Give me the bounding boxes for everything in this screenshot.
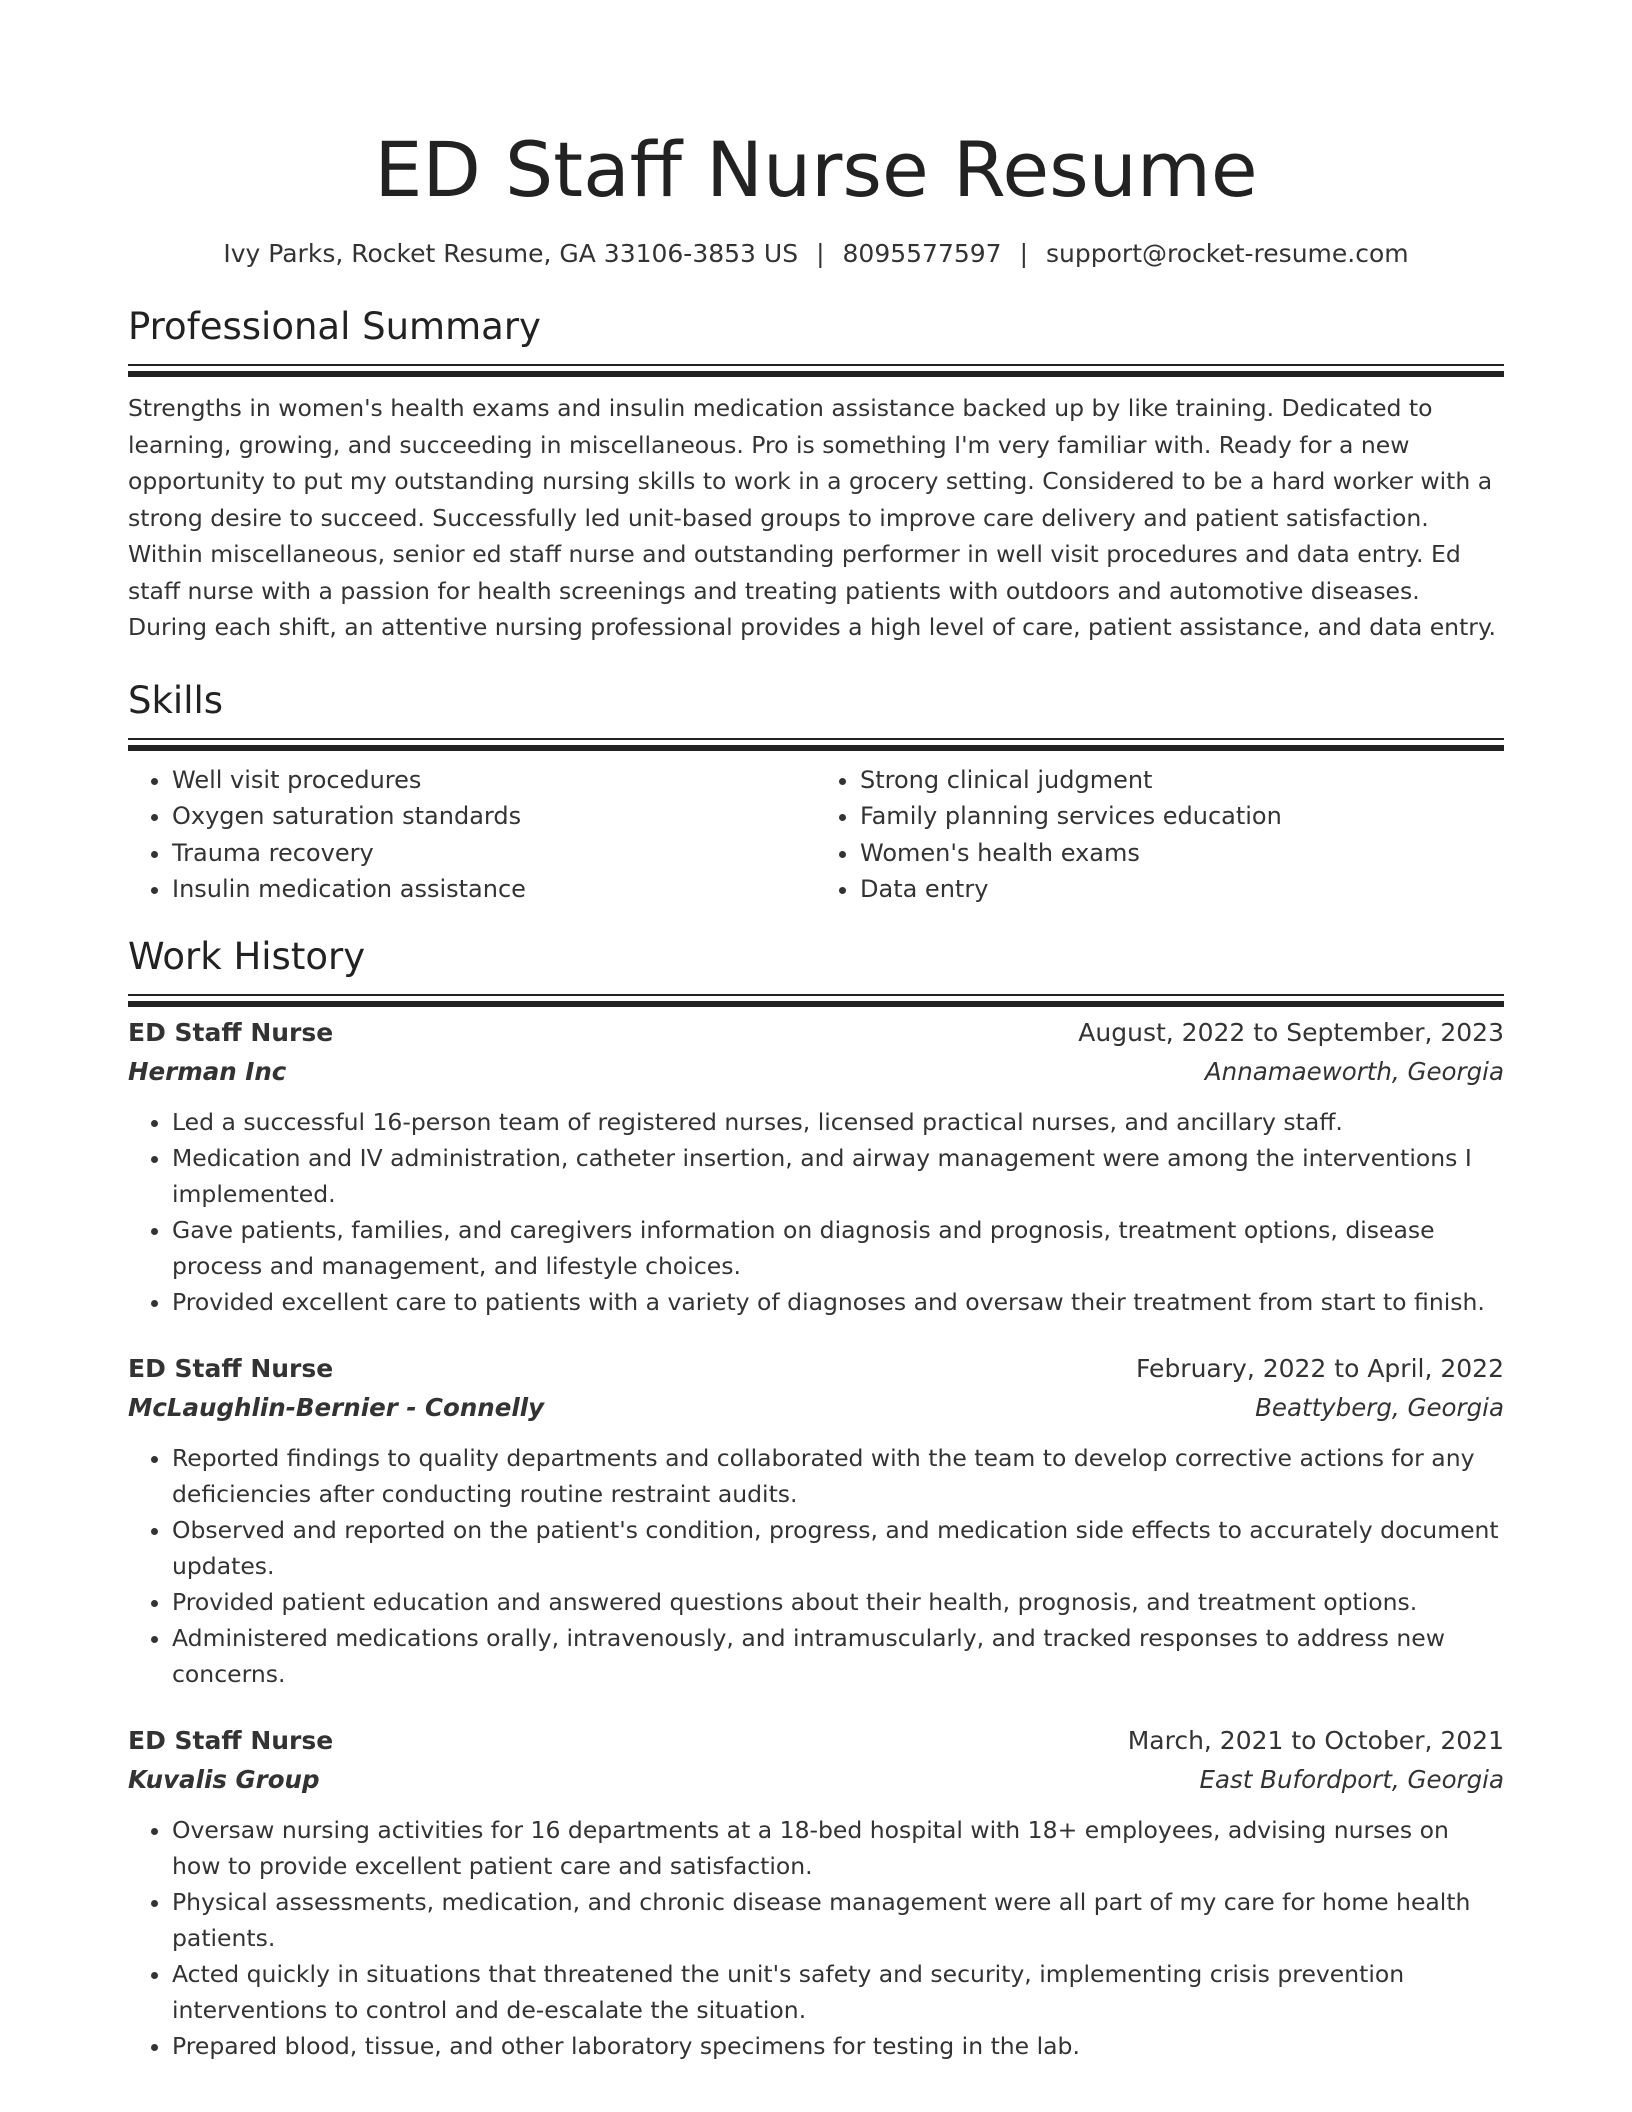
job-entry xyxy=(128,1014,1504,1320)
job-bullet: • Acted quickly in situations that threatened the unit's safety and security, implementing crisis prevention interventions to control and de-escalate the situation. xyxy=(172,1956,1504,2028)
job-bullets xyxy=(128,1104,1504,1320)
contact-separator: | xyxy=(1019,239,1029,268)
job-location: Annamaeworth, Georgia xyxy=(1204,1056,1504,1086)
job-bullet: • Provided patient education and answered questions about their health, prognosis, and treatment options. xyxy=(172,1584,1504,1620)
skills-section xyxy=(128,676,1504,908)
skill-item: • Strong clinical judgment xyxy=(860,762,1504,799)
job-bullet: • Medication and IV administration, catheter insertion, and airway management were among the interventions I implemented. xyxy=(172,1140,1504,1212)
contact-line xyxy=(128,236,1504,272)
skill-item: • Family planning services education xyxy=(860,798,1504,835)
job-location: Beattyberg, Georgia xyxy=(1255,1392,1504,1422)
contact-phone: 8095577597 xyxy=(842,239,1002,268)
resume-title: ED Staff Nurse Resume xyxy=(374,125,1258,214)
section-heading-skills: Skills xyxy=(128,678,224,722)
skill-item: • Data entry xyxy=(860,871,1504,908)
summary-text: Strengths in women's health exams and insulin medication assistance backed up by like training. Dedicated to learning, growing, and succeeding in miscellaneous. Pro is something I'm very familiar with. Ready for a new opportunity to put my outstanding nursing skills to work in a grocery setting. Considered to be a hard worker with a strong desire to succeed. Successfully led unit-based groups to improve care delivery and patient satisfaction. Within miscellaneous, senior ed staff nurse and outstanding performer in well visit procedures and data entry. Ed staff nurse with a passion for health screenings and treating patients with outdoors and automotive diseases. During each shift, an attentive nursing professional provides a high level of care, patient assistance, and data entry. xyxy=(128,394,1496,641)
job-title: ED Staff Nurse xyxy=(128,1725,334,1755)
contact-email: support@rocket-resume.com xyxy=(1046,239,1409,268)
job-company-row xyxy=(128,1388,1504,1428)
job-company-row xyxy=(128,1760,1504,1800)
contact-address: Ivy Parks, Rocket Resume, GA 33106-3853 US xyxy=(223,239,799,268)
skill-item: • Insulin medication assistance xyxy=(172,871,816,908)
job-dates: February, 2022 to April, 2022 xyxy=(1136,1353,1504,1383)
job-bullet: • Provided excellent care to patients with a variety of diagnoses and oversaw their treatment from start to finish. xyxy=(172,1284,1504,1320)
job-bullet: • Led a successful 16-person team of registered nurses, licensed practical nurses, and ancillary staff. xyxy=(172,1104,1504,1140)
work-history-section xyxy=(128,932,1504,2064)
skill-item: • Trauma recovery xyxy=(172,835,816,872)
job-bullets xyxy=(128,1440,1504,1692)
contact-separator: | xyxy=(816,239,825,268)
professional-summary-section xyxy=(128,302,1504,646)
job-header-row xyxy=(128,1350,1504,1388)
job-title: ED Staff Nurse xyxy=(128,1017,334,1047)
section-divider xyxy=(128,994,1504,996)
section-divider xyxy=(128,364,1504,366)
job-title: ED Staff Nurse xyxy=(128,1353,334,1383)
job-bullet: • Reported findings to quality departments and collaborated with the team to develop corrective actions for any deficiencies after conducting routine restraint audits. xyxy=(172,1440,1504,1512)
skill-item: • Oxygen saturation standards xyxy=(172,798,816,835)
job-header-row xyxy=(128,1722,1504,1760)
job-bullet: • Oversaw nursing activities for 16 departments at a 18-bed hospital with 18+ employees, advising nurses on how to provide excellent patient care and satisfaction. xyxy=(172,1812,1504,1884)
section-divider xyxy=(128,738,1504,740)
job-company: Herman Inc xyxy=(128,1056,287,1086)
section-heading-summary: Professional Summary xyxy=(128,305,541,348)
skills-column-right xyxy=(816,762,1504,908)
job-dates: August, 2022 to September, 2023 xyxy=(1078,1017,1504,1047)
skill-item: • Well visit procedures xyxy=(172,762,816,799)
job-company-row xyxy=(128,1052,1504,1092)
section-heading-work: Work History xyxy=(128,934,366,978)
skills-grid xyxy=(128,762,1504,908)
job-bullet: • Prepared blood, tissue, and other laboratory specimens for testing in the lab. xyxy=(172,2028,1504,2064)
job-entry xyxy=(128,1722,1504,2064)
job-company: McLaughlin-Bernier - Connelly xyxy=(128,1392,545,1422)
job-bullet: • Administered medications orally, intravenously, and intramuscularly, and tracked responses to address new concerns. xyxy=(172,1620,1504,1692)
skills-column-left xyxy=(128,762,816,908)
job-bullet: • Physical assessments, medication, and chronic disease management were all part of my care for home health patients. xyxy=(172,1884,1504,1956)
job-company: Kuvalis Group xyxy=(128,1764,320,1794)
job-bullet: • Observed and reported on the patient's condition, progress, and medication side effects to accurately document updates. xyxy=(172,1512,1504,1584)
job-header-row xyxy=(128,1014,1504,1052)
job-dates: March, 2021 to October, 2021 xyxy=(1127,1725,1504,1755)
job-entry xyxy=(128,1350,1504,1692)
job-bullet: • Gave patients, families, and caregivers information on diagnosis and prognosis, treatment options, disease process and management, and lifestyle choices. xyxy=(172,1212,1504,1284)
job-bullets xyxy=(128,1812,1504,2064)
job-location: East Bufordport, Georgia xyxy=(1199,1764,1504,1794)
skill-item: • Women's health exams xyxy=(860,835,1504,872)
